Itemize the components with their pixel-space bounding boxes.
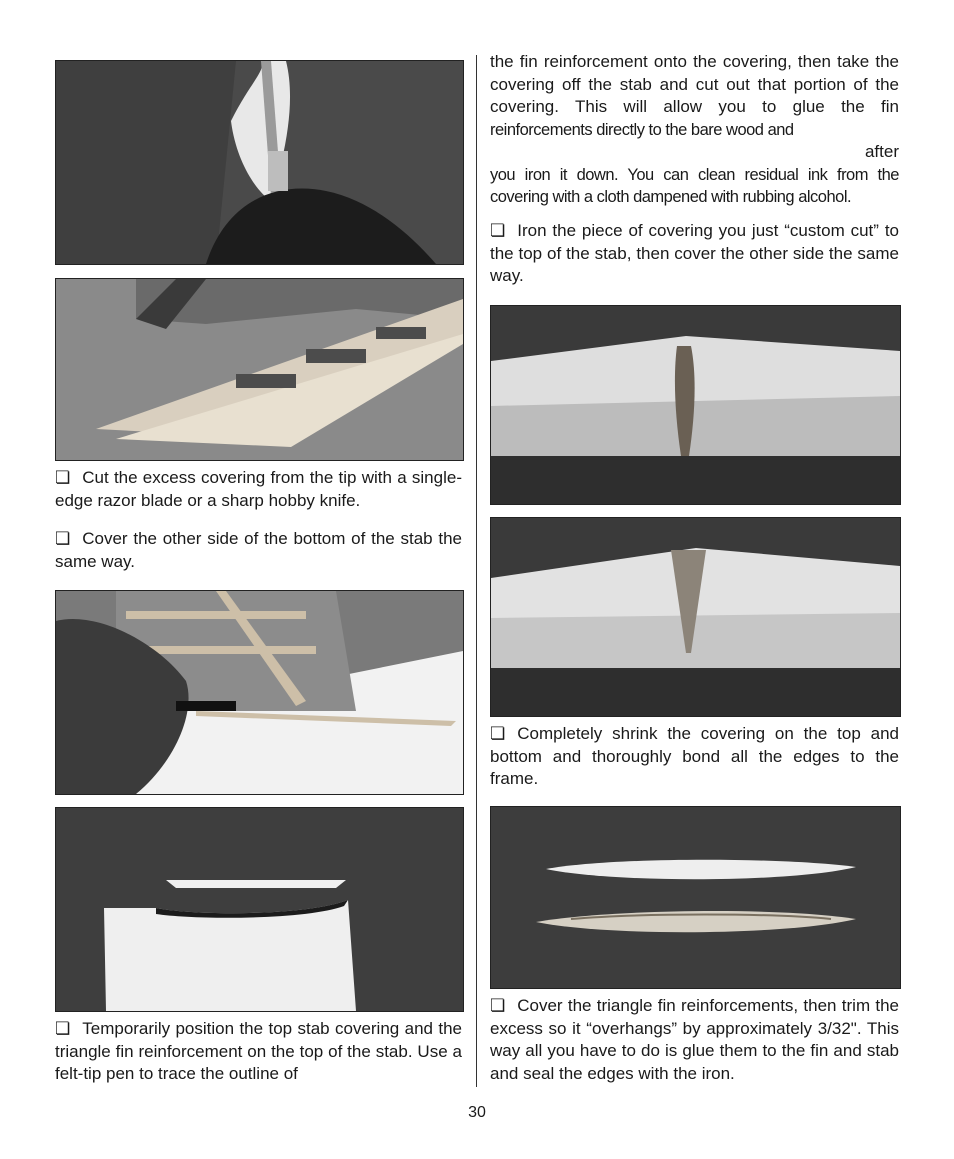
- checkbox-icon[interactable]: ❏: [55, 468, 71, 487]
- continuation-text: [490, 51, 899, 209]
- instruction-text: Temporarily position the top stab covering and the triangle fin reinforcement on the top of the stab. Use a felt-tip pen to trace the outline of: [55, 1019, 462, 1083]
- instruction-text: Iron the piece of covering you just “custom cut” to the top of the stab, then cover the other side the same way.: [490, 221, 899, 285]
- instruction-cover-other-side: [55, 528, 462, 573]
- photo-fin-reinforcements: [490, 806, 901, 989]
- photo-tracing-fin: [55, 590, 464, 795]
- column-divider: [476, 55, 477, 1087]
- continuation-line: reinforcements directly to the bare wood and: [490, 120, 794, 139]
- checkbox-icon[interactable]: ❏: [490, 221, 506, 240]
- instruction-text: Completely shrink the covering on the top and bottom and thoroughly bond all the edges to the frame.: [490, 724, 899, 788]
- checkbox-icon[interactable]: ❏: [490, 724, 506, 743]
- instruction-text: Cover the other side of the bottom of the stab the same way.: [55, 529, 462, 571]
- continuation-line: the fin reinforcement onto the covering, then take the covering off the stab and cut out that portion of the covering. This will allow you to glue the fin: [490, 52, 899, 116]
- checkbox-icon[interactable]: ❏: [55, 529, 71, 548]
- checkbox-icon[interactable]: ❏: [55, 1019, 71, 1038]
- instruction-text: Cover the triangle fin reinforcements, then trim the excess so it “overhangs” by approximately 3/32". This way all you have to do is glue them to the fin and stab and seal the edges with the iron.: [490, 996, 899, 1083]
- photo-cutting-tip: [55, 60, 464, 265]
- photo-cut-covering: [55, 807, 464, 1012]
- continuation-line: you iron it down. You can clean residual ink from the covering with a cloth dampened with rubbing alcohol.: [490, 165, 899, 206]
- checkbox-icon[interactable]: ❏: [490, 996, 506, 1015]
- instruction-iron-piece: [490, 220, 899, 288]
- page-number: 30: [468, 1104, 486, 1121]
- instruction-shrink-covering: [490, 723, 899, 791]
- instruction-cover-fin-reinforcements: [490, 995, 899, 1085]
- photo-stab-bottom: [490, 305, 901, 505]
- instruction-text: Cut the excess covering from the tip with a single-edge razor blade or a sharp hobby knife.: [55, 468, 462, 510]
- photo-stab-top: [490, 517, 901, 717]
- instruction-position-covering: [55, 1018, 462, 1086]
- instruction-cut-excess: [55, 467, 462, 512]
- photo-stab-frame: [55, 278, 464, 461]
- continuation-line: after: [864, 142, 899, 161]
